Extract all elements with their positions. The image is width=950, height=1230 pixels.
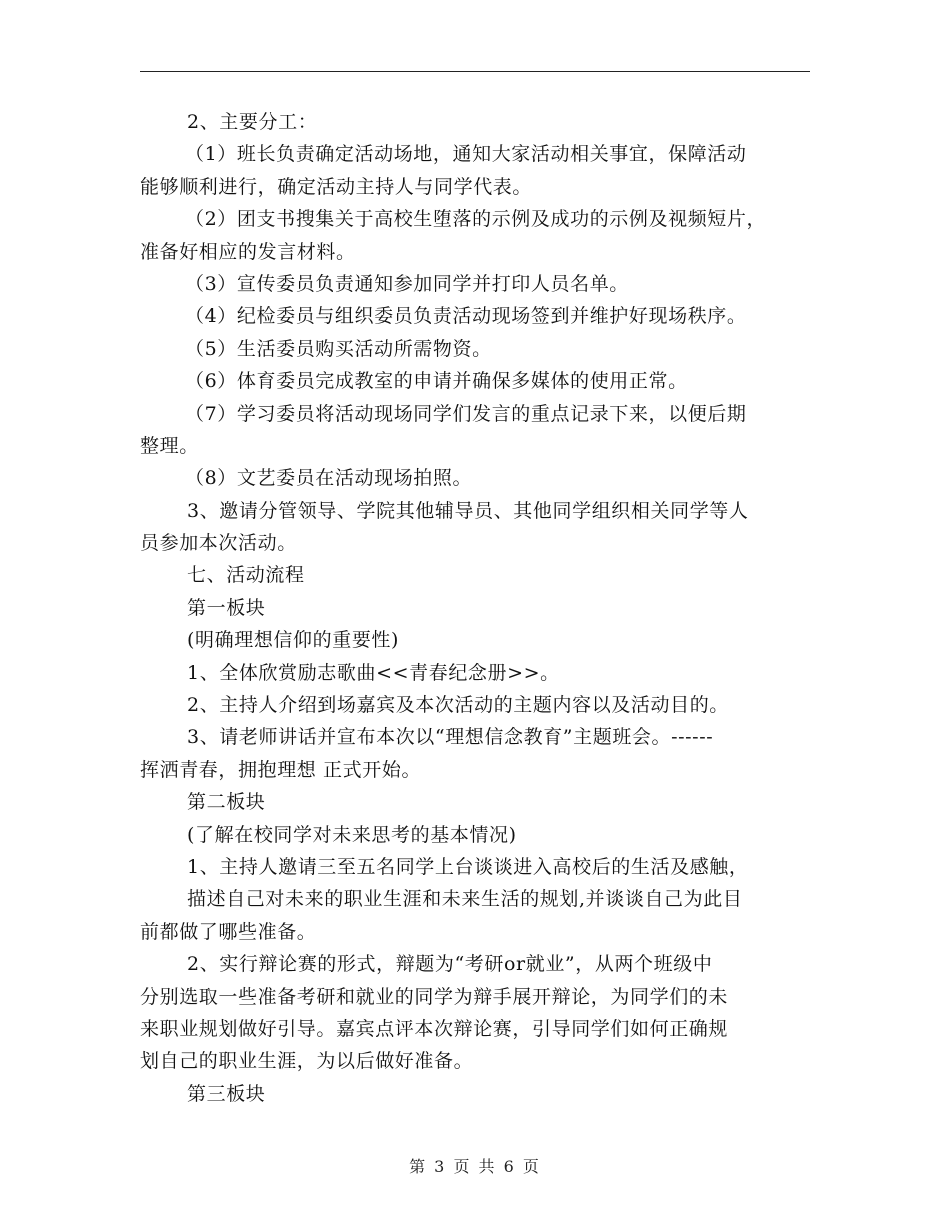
text-line: （5）生活委员购买活动所需物资。 bbox=[185, 337, 492, 360]
header-rule bbox=[140, 71, 810, 72]
text-line: （3）宣传委员负责通知参加同学并打印人员名单。 bbox=[185, 272, 629, 295]
text-line: 来职业规划做好引导。嘉宾点评本次辩论赛，引导同学们如何正确规 bbox=[140, 1017, 729, 1040]
text-line: 准备好相应的发言材料。 bbox=[140, 240, 356, 263]
page-footer: 第 3 页 共 6 页 bbox=[409, 1157, 541, 1176]
text-line: （2）团支书搜集关于高校生堕落的示例及成功的示例及视频短片， bbox=[185, 208, 767, 231]
text-line: (了解在校同学对未来思考的基本情况) bbox=[187, 823, 517, 846]
text-line: 2、主要分工： bbox=[187, 111, 318, 133]
text-line: 第三板块 bbox=[187, 1082, 266, 1105]
text-line: 2、实行辩论赛的形式，辩题为“考研or就业”，从两个班级中 bbox=[187, 953, 713, 976]
text-line: 能够顺利进行，确定活动主持人与同学代表。 bbox=[140, 175, 533, 198]
text-line: （7）学习委员将活动现场同学们发言的重点记录下来，以便后期 bbox=[185, 402, 747, 425]
text-line: 分别选取一些准备考研和就业的同学为辩手展开辩论，为同学们的未 bbox=[140, 985, 729, 1008]
text-line: 第二板块 bbox=[187, 791, 266, 814]
text-line: 整理。 bbox=[140, 434, 199, 457]
text-line: 前都做了哪些准备。 bbox=[140, 920, 317, 943]
text-line: 划自己的职业生涯，为以后做好准备。 bbox=[140, 1050, 474, 1073]
document-body bbox=[140, 106, 820, 1110]
text-line: （1）班长负责确定活动场地，通知大家活动相关事宜，保障活动 bbox=[185, 143, 747, 166]
text-line: 描述自己对未来的职业生涯和未来生活的规划,并谈谈自己为此目 bbox=[187, 888, 743, 911]
text-line: 第一板块 bbox=[187, 596, 266, 619]
text-line: （8）文艺委员在活动现场拍照。 bbox=[185, 467, 473, 490]
text-line: 1、全体欣赏励志歌曲<<青春纪念册>>。 bbox=[187, 661, 560, 684]
text-line: 3、邀请分管领导、学院其他辅导员、其他同学组织相关同学等人 bbox=[187, 499, 749, 522]
text-line: 3、请老师讲话并宣布本次以“理想信念教育”主题班会。------ bbox=[187, 726, 714, 749]
text-line: (明确理想信仰的重要性) bbox=[187, 629, 400, 652]
paragraph-block bbox=[140, 106, 820, 1110]
text-line: 1、主持人邀请三至五名同学上台谈谈进入高校后的生活及感触， bbox=[187, 855, 749, 878]
text-line: 员参加本次活动。 bbox=[140, 532, 297, 555]
text-line: 2、主持人介绍到场嘉宾及本次活动的主题内容以及活动目的。 bbox=[187, 694, 729, 717]
text-line: 挥洒青春，拥抱理想 正式开始。 bbox=[140, 758, 422, 781]
text-line: 七、活动流程 bbox=[187, 564, 305, 587]
text-line: （6）体育委员完成教室的申请并确保多媒体的使用正常。 bbox=[185, 370, 688, 393]
text-line: （4）纪检委员与组织委员负责活动现场签到并维护好现场秩序。 bbox=[185, 305, 747, 328]
